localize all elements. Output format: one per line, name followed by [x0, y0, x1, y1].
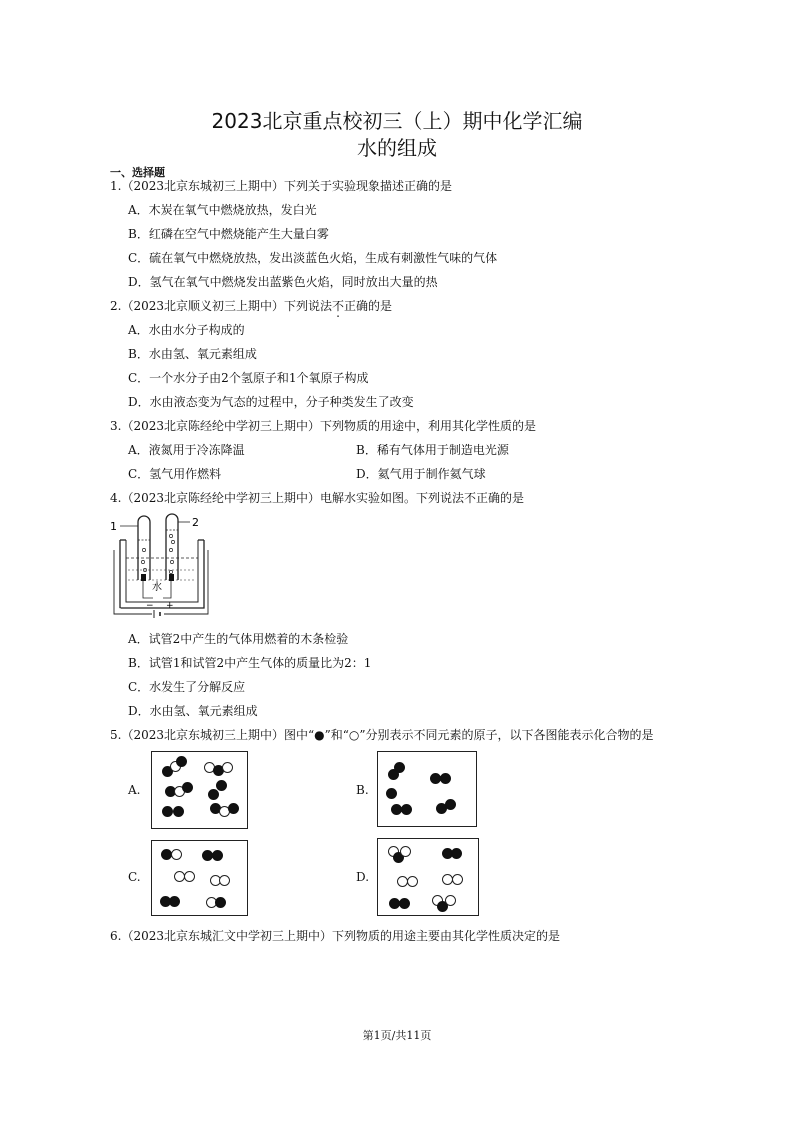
q4-option-d: D．水由氢、氧元素组成 [128, 704, 258, 718]
q5-option-d: D. [356, 870, 370, 884]
atom-black [451, 848, 462, 859]
page-footer: 第1页/共11页 [362, 1029, 432, 1042]
q5-option-a: A. [128, 783, 141, 797]
atom-black [216, 780, 227, 791]
atom-black [399, 898, 410, 909]
question-3-stem: 3.（2023北京陈经纶中学初三上期中）下列物质的用途中，利用其化学性质的是 [110, 419, 536, 433]
tube-1-label: 1 [110, 520, 117, 533]
atom-black [208, 789, 219, 800]
atom-black [182, 782, 193, 793]
atom-white [222, 762, 233, 773]
question-5-stem: 5.（2023北京东城初三上期中）图中“●”和“○”分别表示不同元素的原子，以下各图能表示化合物的是 [110, 728, 654, 742]
q5-box-c [151, 840, 248, 916]
atom-black [401, 804, 412, 815]
atom-black [169, 896, 180, 907]
atom-white [219, 875, 230, 886]
atom-black [212, 850, 223, 861]
minus-label: − [146, 601, 154, 611]
q5-option-c: C. [128, 870, 141, 884]
water-label: 水 [152, 582, 162, 593]
q4-option-a: A．试管2中产生的气体用燃着的木条检验 [128, 632, 349, 646]
atom-black [394, 762, 405, 773]
question-6-stem: 6.（2023北京东城汇文中学初三上期中）下列物质的用途主要由其化学性质决定的是 [110, 929, 560, 943]
atom-black [228, 803, 239, 814]
question-2-stem [110, 298, 392, 314]
tube-2-label: 2 [192, 516, 199, 529]
atom-white [407, 876, 418, 887]
atom-white [452, 874, 463, 885]
plus-label: + [166, 601, 174, 611]
atom-black [386, 788, 397, 799]
electrolysis-diagram [108, 510, 212, 618]
q3-option-b: B．稀有气体用于制造电光源 [356, 443, 509, 457]
q2-stem-post: 正确的是 [344, 299, 393, 313]
atom-black [440, 773, 451, 784]
q3-option-d: D．氦气用于制作氦气球 [356, 467, 486, 481]
atom-white [445, 895, 456, 906]
page-title: 2023北京重点校初三（上）期中化学汇编 [211, 109, 583, 133]
q5-option-b: B. [356, 783, 369, 797]
q3-option-a: A．液氮用于冷冻降温 [128, 443, 245, 457]
q5-box-b [377, 751, 477, 827]
q2-stem-emphasis: 不 [332, 299, 345, 313]
q2-option-c: C．一个水分子由2个氢原子和1个氧原子构成 [128, 371, 369, 385]
q3-option-c: C．氢气用作燃料 [128, 467, 222, 481]
q4-option-b: B．试管1和试管2中产生气体的质量比为2：1 [128, 656, 372, 670]
q1-option-d: D．氢气在氧气中燃烧发出蓝紫色火焰，同时放出大量的热 [128, 275, 438, 289]
atom-white [400, 846, 411, 857]
q2-option-a: A．水由水分子构成的 [128, 323, 245, 337]
q2-stem-pre: 2.（2023北京顺义初三上期中）下列说法 [110, 299, 332, 313]
atom-black [173, 806, 184, 817]
page-subtitle: 水的组成 [357, 136, 437, 160]
q5-box-a [151, 751, 248, 829]
q5-box-d [377, 838, 479, 916]
q1-option-a: A．木炭在氧气中燃烧放热，发白光 [128, 203, 317, 217]
q1-option-b: B．红磷在空气中燃烧能产生大量白雾 [128, 227, 329, 241]
q1-option-c: C．硫在氧气中燃烧放热，发出淡蓝色火焰，生成有刺激性气味的气体 [128, 251, 498, 265]
atom-white [184, 871, 195, 882]
atom-white [171, 849, 182, 860]
atom-black [176, 756, 187, 767]
atom-black [215, 897, 226, 908]
question-1-stem: 1.（2023北京东城初三上期中）下列关于实验现象描述正确的是 [110, 179, 452, 193]
q4-option-c: C．水发生了分解反应 [128, 680, 246, 694]
q2-option-d: D．水由液态变为气态的过程中，分子种类发生了改变 [128, 395, 414, 409]
section-heading: 一、选择题 [110, 166, 165, 179]
q2-option-b: B．水由氢、氧元素组成 [128, 347, 257, 361]
question-4-stem: 4.（2023北京陈经纶中学初三上期中）电解水实验如图。下列说法不正确的是 [110, 491, 524, 505]
atom-black [445, 799, 456, 810]
atom-black [162, 806, 173, 817]
